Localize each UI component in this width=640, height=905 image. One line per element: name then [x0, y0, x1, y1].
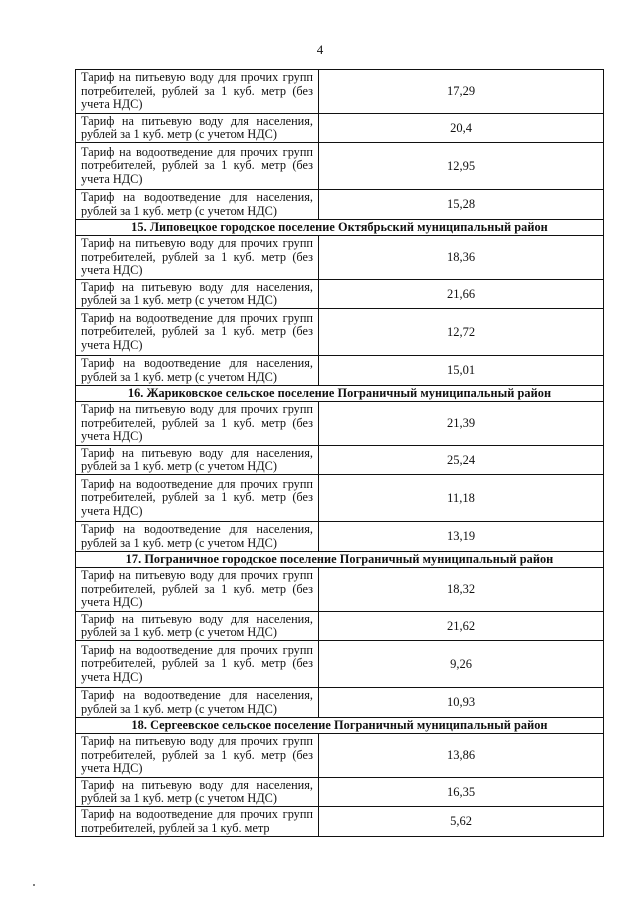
tariff-value: 25,24: [319, 446, 604, 475]
tariff-label: Тариф на питьевую воду для населения, рублей за 1 куб. метр (с учетом НДС): [76, 612, 319, 641]
tariff-label: Тариф на водоотведение для прочих групп потребителей, рублей за 1 куб. метр (без учета НДС): [76, 143, 319, 190]
table-row: [76, 641, 604, 688]
tariff-value: 18,36: [319, 236, 604, 280]
tariff-label: Тариф на питьевую воду для прочих групп потребителей, рублей за 1 куб. метр (без учета НДС): [76, 236, 319, 280]
tariff-value: 5,62: [319, 807, 604, 837]
tariff-label: Тариф на водоотведение для населения, рублей за 1 куб. метр (с учетом НДС): [76, 522, 319, 552]
tariff-value: 21,62: [319, 612, 604, 641]
table-row: [76, 807, 604, 837]
table-row: [76, 114, 604, 143]
tariff-label: Тариф на питьевую воду для прочих групп потребителей, рублей за 1 куб. метр (без учета НДС): [76, 568, 319, 612]
section-title: 17. Пограничное городское поселение Пограничный муниципальный район: [76, 552, 604, 568]
tariff-value: 17,29: [319, 70, 604, 114]
table-row: [76, 70, 604, 114]
tariff-value: 12,95: [319, 143, 604, 190]
tariff-value: 13,19: [319, 522, 604, 552]
table-row: [76, 778, 604, 807]
section-title: 15. Липовецкое городское поселение Октябрьский муниципальный район: [76, 220, 604, 236]
table-row: [76, 522, 604, 552]
tariff-label: Тариф на питьевую воду для прочих групп потребителей, рублей за 1 куб. метр (без учета НДС): [76, 734, 319, 778]
section-title: 18. Сергеевское сельское поселение Пограничный муниципальный район: [76, 718, 604, 734]
table-row: [76, 309, 604, 356]
tariff-label: Тариф на водоотведение для населения, рублей за 1 куб. метр (с учетом НДС): [76, 688, 319, 718]
tariff-table: [75, 69, 604, 837]
tariff-label: Тариф на питьевую воду для населения, рублей за 1 куб. метр (с учетом НДС): [76, 114, 319, 143]
tariff-value: 18,32: [319, 568, 604, 612]
table-row: [76, 143, 604, 190]
tariff-value: 21,66: [319, 280, 604, 309]
section-title: 16. Жариковское сельское поселение Пограничный муниципальный район: [76, 386, 604, 402]
tariff-label: Тариф на питьевую воду для населения, рублей за 1 куб. метр (с учетом НДС): [76, 446, 319, 475]
tariff-label: Тариф на питьевую воду для населения, рублей за 1 куб. метр (с учетом НДС): [76, 778, 319, 807]
tariff-value: 12,72: [319, 309, 604, 356]
section-header-18: [76, 718, 604, 734]
tariff-value: 13,86: [319, 734, 604, 778]
table-row: [76, 280, 604, 309]
table-row: [76, 475, 604, 522]
tariff-value: 21,39: [319, 402, 604, 446]
table-row: [76, 236, 604, 280]
table-row: [76, 356, 604, 386]
table-row: [76, 688, 604, 718]
tariff-value: 16,35: [319, 778, 604, 807]
section-header-16: [76, 386, 604, 402]
tariff-label: Тариф на водоотведение для прочих групп потребителей, рублей за 1 куб. метр (без учета НДС): [76, 475, 319, 522]
tariff-value: 15,28: [319, 190, 604, 220]
tariff-label: Тариф на водоотведение для прочих групп потребителей, рублей за 1 куб. метр: [76, 807, 319, 837]
section-header-17: [76, 552, 604, 568]
tariff-value: 11,18: [319, 475, 604, 522]
tariff-label: Тариф на водоотведение для населения, рублей за 1 куб. метр (с учетом НДС): [76, 356, 319, 386]
tariff-label: Тариф на питьевую воду для прочих групп потребителей, рублей за 1 куб. метр (без учета НДС): [76, 402, 319, 446]
tariff-label: Тариф на водоотведение для прочих групп потребителей, рублей за 1 куб. метр (без учета НДС): [76, 309, 319, 356]
table-row: [76, 612, 604, 641]
table-row: [76, 190, 604, 220]
table-row: [76, 446, 604, 475]
table-row: [76, 734, 604, 778]
tariff-value: 15,01: [319, 356, 604, 386]
tariff-value: 9,26: [319, 641, 604, 688]
tariff-value: 10,93: [319, 688, 604, 718]
page-number: 4: [316, 42, 324, 57]
section-header-15: [76, 220, 604, 236]
scan-speck: [33, 884, 35, 886]
tariff-label: Тариф на водоотведение для населения, рублей за 1 куб. метр (с учетом НДС): [76, 190, 319, 220]
tariff-value: 20,4: [319, 114, 604, 143]
tariff-label: Тариф на питьевую воду для прочих групп потребителей, рублей за 1 куб. метр (без учета НДС): [76, 70, 319, 114]
table-row: [76, 402, 604, 446]
tariff-label: Тариф на питьевую воду для населения, рублей за 1 куб. метр (с учетом НДС): [76, 280, 319, 309]
tariff-label: Тариф на водоотведение для прочих групп потребителей, рублей за 1 куб. метр (без учета НДС): [76, 641, 319, 688]
table-row: [76, 568, 604, 612]
